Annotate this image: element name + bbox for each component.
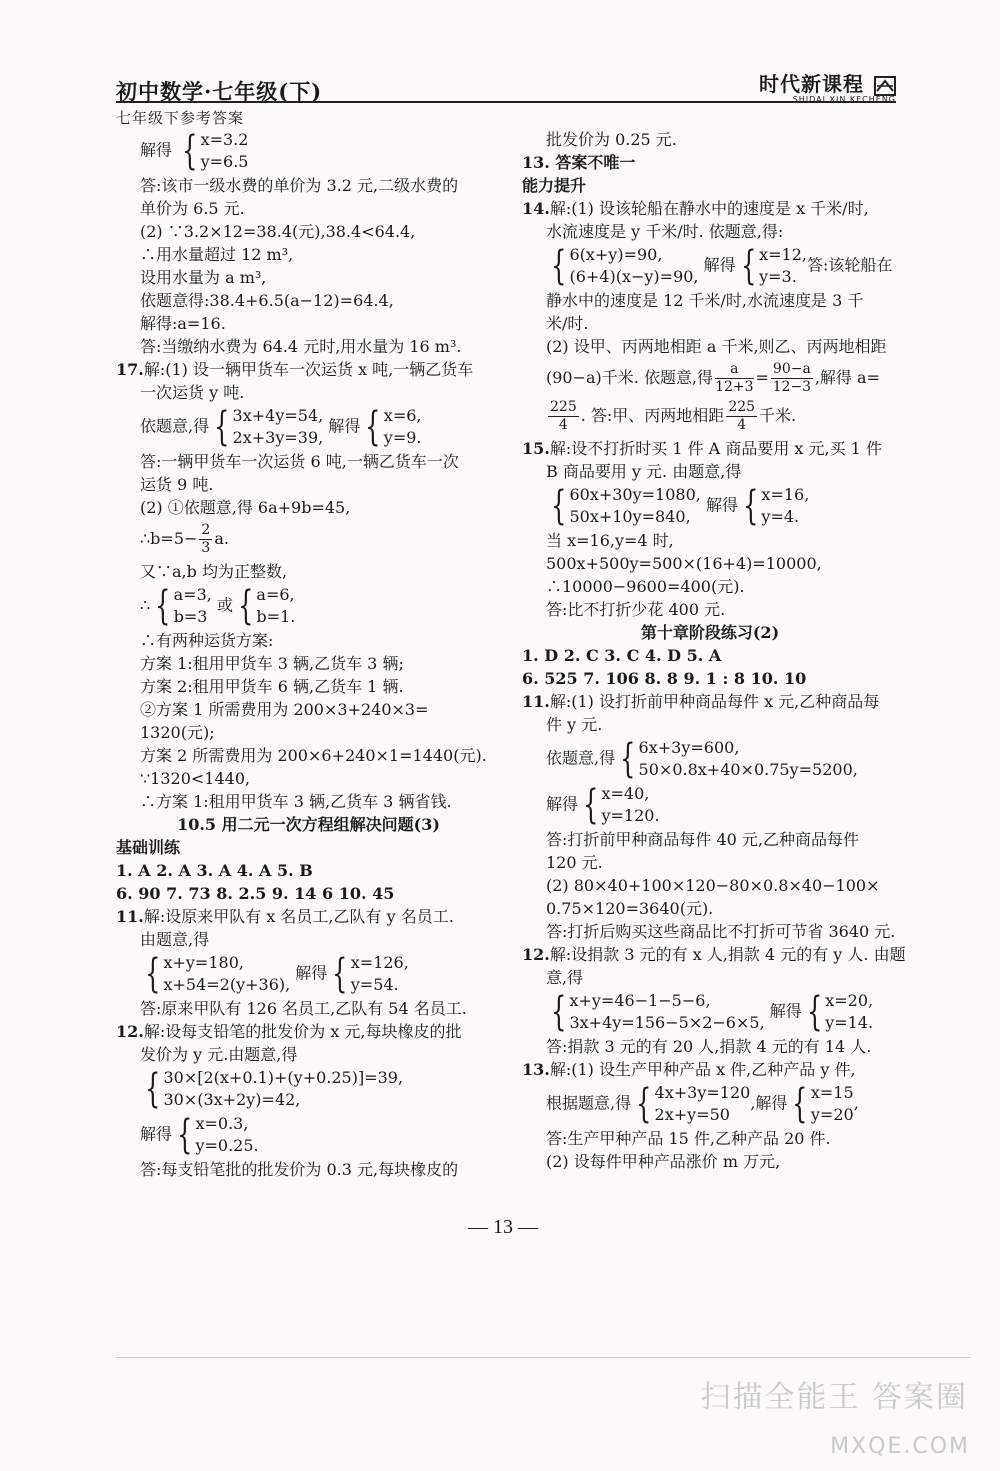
brand-name: 时代新课程: [759, 72, 865, 96]
answers-row: 1. D 2. C 3. C 4. D 5. A: [522, 646, 722, 665]
brand-pinyin: SHIDAI XIN KECHENG: [792, 95, 896, 104]
text-line: 答:每支铅笔批的批发价为 0.3 元,每块橡皮的: [140, 1160, 459, 1179]
left-column: [116, 128, 501, 1181]
text-line: (2) ①依题意,得 6a+9b=45,: [140, 498, 351, 517]
footer-rule: [116, 1357, 971, 1358]
question-12: 12.解:设捐款 3 元的有 x 人,捐款 4 元的有 y 人. 由题: [522, 945, 906, 964]
text-line: 运货 9 吨.: [140, 475, 214, 494]
text-line: B 商品要用 y 元. 由题意,得: [546, 462, 742, 481]
subsection-heading: 能力提升: [522, 176, 587, 195]
brand: [759, 68, 896, 104]
equation-system: { 30×[2(x+0.1)+(y+0.25)]=39, 30×(3x+2y)=42,: [145, 1066, 404, 1112]
text-line: 当 x=16,y=4 时,: [546, 531, 674, 550]
subsection-heading: 基础训练: [116, 838, 181, 857]
text-line: 发价为 y 元.由题意,得: [140, 1045, 298, 1064]
equation-system: { 6(x+y)=90, (6+4)(x−y)=90, 解得 { x=12, y=3. 答:该轮船在: [551, 243, 893, 289]
text-line: 一次运货 y 吨.: [140, 383, 245, 402]
book-subtitle: 七年级下参考答案: [116, 109, 245, 127]
question-13: 13.解:(1) 设生产甲种产品 x 件,乙种产品 y 件,: [522, 1060, 856, 1079]
text-line: (2) 80×40+100×120−80×0.8×40−100×: [546, 876, 880, 895]
text-line: ∴方案 1:租用甲货车 3 辆,乙货车 3 辆省钱.: [140, 792, 452, 811]
watermark-site: MXQE.COM: [830, 1434, 970, 1459]
text-line: (2) ∵3.2×12=38.4(元),38.4<64.4,: [140, 222, 416, 241]
fraction-line: $\frac{225}{4}$ . 答:甲、丙两地相距 $\frac{225}{4}$ 千米.: [550, 399, 797, 433]
page-number: — 13 —: [468, 1216, 538, 1238]
text-line: 答:一辆甲货车一次运货 6 吨,一辆乙货车一次: [140, 452, 459, 471]
text-line: 答:该市一级水费的单价为 3.2 元,二级水费的: [140, 176, 459, 195]
text-line: (2) 设每件甲种产品涨价 m 万元,: [546, 1152, 781, 1171]
text-line: ∴有两种运货方案:: [140, 631, 274, 650]
text-line: 答:生产甲种产品 15 件,乙种产品 20 件.: [546, 1129, 831, 1148]
text-line: 1320(元);: [140, 723, 215, 742]
text-line: 米/时.: [546, 314, 589, 333]
equation-system: { x+y=46−1−5−6, 3x+4y=156−5×2−6×5, 解得 { x=20, y=14.: [551, 989, 874, 1035]
fraction-line: (90−a)千米. 依题意,得 $\frac{a}{12+3}$ = $\frac{90-a}{12-3}$ ,解得 a=: [546, 361, 880, 395]
answers-row: 6. 525 7. 106 8. 8 9. 1 : 8 10. 10: [522, 669, 807, 688]
text-line: 静水中的速度是 12 千米/时,水流速度是 3 千: [546, 291, 864, 310]
text-line: 件 y 元.: [546, 715, 603, 734]
right-column: [522, 128, 906, 1173]
text-line: 0.75×120=3640(元).: [546, 899, 714, 918]
watermark-text: 扫描全能王 答案圈: [700, 1380, 968, 1415]
equation-system: 依题意,得 { 6x+3y=600, 50×0.8x+40×0.75y=5200,: [546, 736, 858, 782]
question-17: 17.解:(1) 设一辆甲货车一次运货 x 吨,一辆乙货车: [116, 360, 474, 379]
solution-system: 解得 { x=0.3, y=0.25.: [140, 1112, 259, 1158]
text-line: 答:捐款 3 元的有 20 人,捐款 4 元的有 14 人.: [546, 1037, 872, 1056]
equation-system: { x+y=180, x+54=2(y+36), 解得 { x=126, y=54.: [145, 951, 409, 997]
equation-system: 根据题意,得 { 4x+3y=120 2x+y=50 ,解得 { x=15 y=20 ,: [546, 1081, 859, 1127]
solution-pairs: ∴ { a=3, b=3 或 { a=6, b=1.: [140, 583, 296, 629]
text-line: 解得:a=16.: [140, 314, 226, 333]
text-line: 依题意得:38.4+6.5(a−12)=64.4,: [140, 291, 394, 310]
text-line: 答:当缴纳水费为 64.4 元时,用水量为 16 m³.: [140, 337, 462, 356]
text-line: (2) 设甲、丙两地相距 a 千米,则乙、丙两地相距: [546, 337, 887, 356]
equation-system: 依题意,得 { 3x+4y=54, 2x+3y=39, 解得 { x=6, y=9.: [140, 404, 422, 450]
text-line: 答:比不打折少花 400 元.: [546, 600, 726, 619]
answers-row: 6. 90 7. 73 8. 2.5 9. 14 6 10. 45: [116, 884, 395, 903]
text-line: 又∵a,b 均为正整数,: [140, 562, 288, 581]
question-11: 11.解:设原来甲队有 x 名员工,乙队有 y 名员工.: [116, 907, 454, 926]
text-line: ∴10000−9600=400(元).: [546, 577, 745, 596]
solution-system: 解得 { x=3.2 y=6.5: [140, 128, 249, 174]
text-line: 方案 2 所需费用为 200×6+240×1=1440(元).: [140, 746, 487, 765]
text-line: 答:打折后购买这些商品比不打折可节省 3640 元.: [546, 922, 896, 941]
question-15: 15.解:设不打折时买 1 件 A 商品要用 x 元,买 1 件: [522, 439, 882, 458]
brand-logo-icon: [874, 76, 896, 96]
header-rule: [116, 101, 896, 103]
text-line: ②方案 1 所需费用为 200×3+240×3=: [140, 700, 429, 719]
section-heading: 10.5 用二元一次方程组解决问题(3): [177, 815, 440, 834]
text-line: 方案 2:租用甲货车 6 辆,乙货车 1 辆.: [140, 677, 404, 696]
text-line: 答:原来甲队有 126 名员工,乙队有 54 名员工.: [140, 999, 467, 1018]
text-line: 批发价为 0.25 元.: [546, 130, 677, 149]
text-line: 答:打折前甲种商品每件 40 元,乙种商品每件: [546, 830, 860, 849]
text-line: 由题意,得: [140, 930, 210, 949]
equation-system: { 60x+30y=1080, 50x+10y=840, 解得 { x=16, y=4.: [551, 483, 810, 529]
question-12: 12.解:设每支铅笔的批发价为 x 元,每块橡皮的批: [116, 1022, 462, 1041]
question-14: 14.解:(1) 设该轮船在静水中的速度是 x 千米/时,: [522, 199, 869, 218]
text-line: 500x+500y=500×(16+4)=10000,: [546, 554, 822, 573]
text-line: 120 元.: [546, 853, 603, 872]
text-line: 方案 1:租用甲货车 3 辆,乙货车 3 辆;: [140, 654, 404, 673]
text-line: 意,得: [546, 968, 584, 987]
fraction-line: ∴b=5− $\frac{2}{3}$ a.: [140, 522, 229, 556]
text-line: ∴用水量超过 12 m³,: [140, 245, 294, 264]
text-line: 设用水量为 a m³,: [140, 268, 267, 287]
solution-system: 解得 { x=40, y=120.: [546, 782, 660, 828]
answer-13: 13. 答案不唯一: [522, 153, 636, 172]
book-title: 初中数学·七年级(下): [116, 79, 323, 104]
section-heading: 第十章阶段练习(2): [640, 623, 780, 642]
question-11: 11.解:(1) 设打折前甲种商品每件 x 元,乙种商品每: [522, 692, 880, 711]
text-line: 单价为 6.5 元.: [140, 199, 245, 218]
text-line: 水流速度是 y 千米/时. 依题意,得:: [546, 222, 784, 241]
text-line: ∵1320<1440,: [140, 769, 251, 788]
answers-row: 1. A 2. A 3. A 4. A 5. B: [116, 861, 313, 880]
